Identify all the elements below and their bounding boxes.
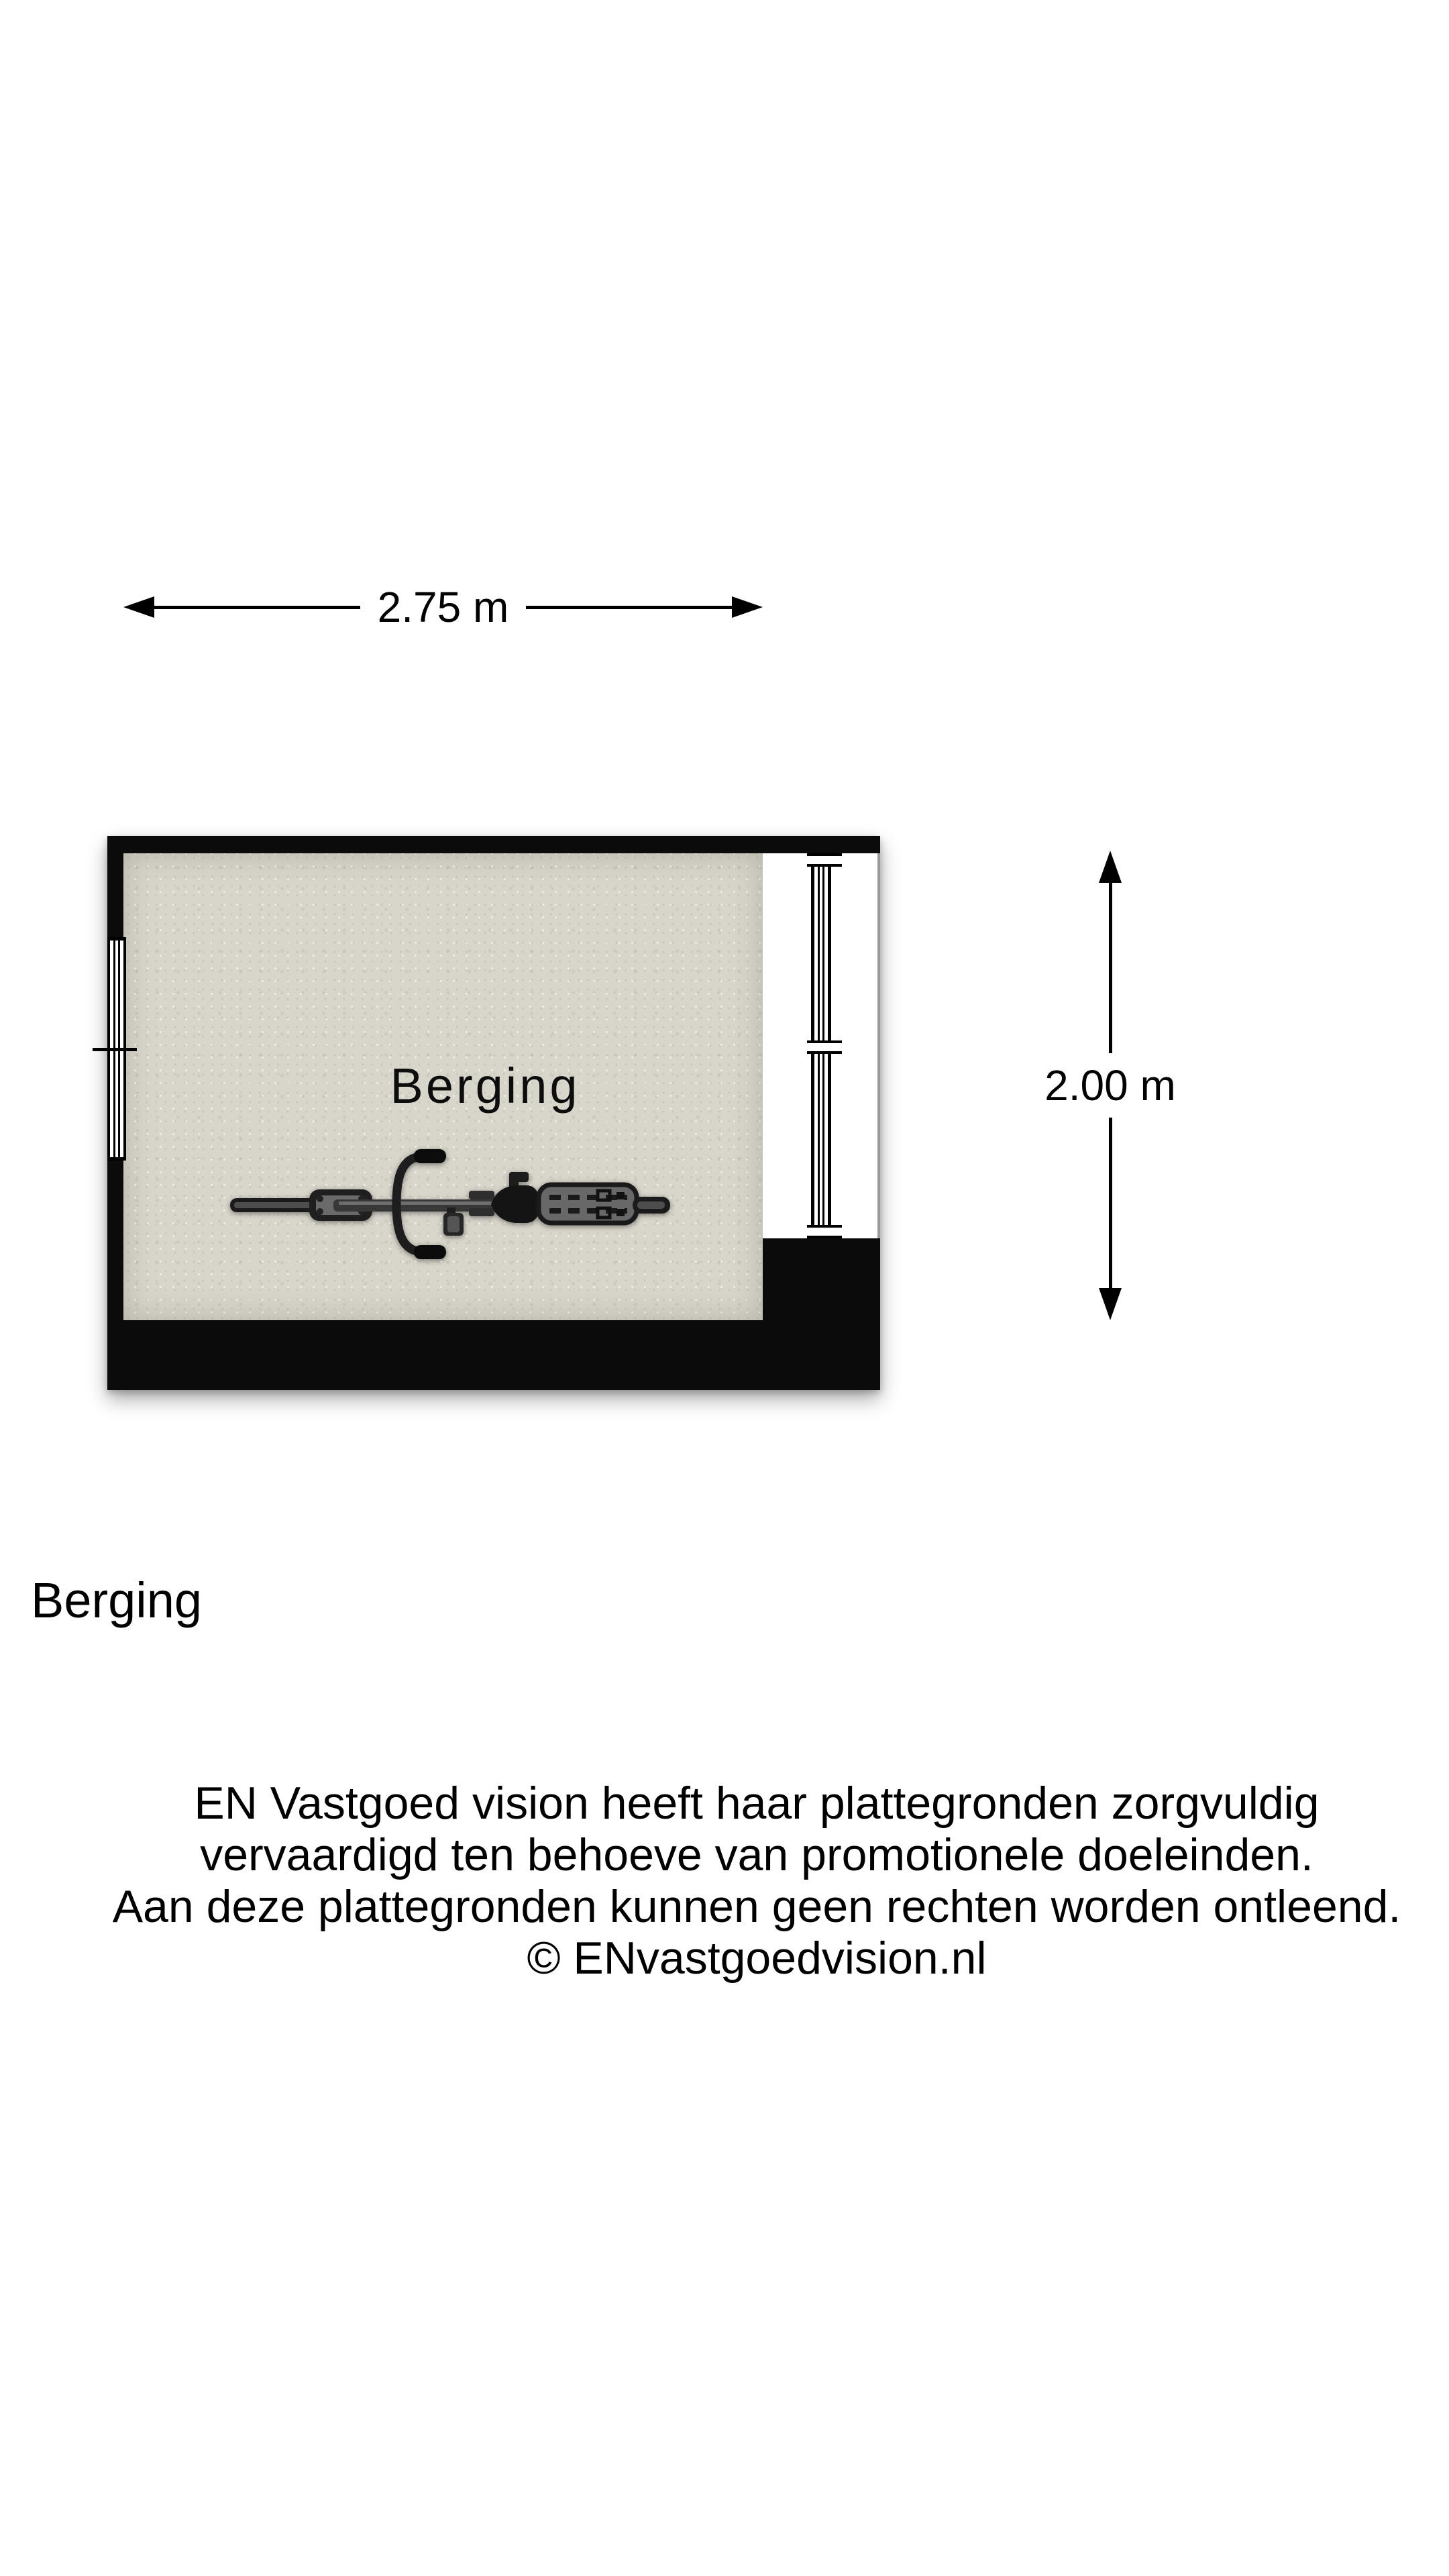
window-frame-cap — [807, 1040, 842, 1054]
disclaimer-line: EN Vastgoed vision heeft haar plattegronden zorgvuldig — [194, 1778, 1320, 1829]
window-frame-cap — [807, 1225, 842, 1238]
arrow-down-icon — [1099, 1288, 1122, 1320]
arrow-right-icon — [732, 596, 763, 618]
dimension-width-label: 2.75 m — [377, 583, 509, 631]
disclaimer-line: © ENvastgoedvision.nl — [527, 1933, 987, 1984]
bicycle-top-view-icon — [225, 1140, 674, 1268]
dimension-line — [1109, 1118, 1112, 1288]
dimension-height — [1036, 851, 1184, 1320]
page-title: Berging — [31, 1572, 203, 1628]
dimension-line — [1109, 883, 1112, 1053]
arrow-left-icon — [123, 596, 154, 618]
left-window-divider — [93, 1048, 137, 1051]
dimension-line — [526, 606, 732, 609]
disclaimer-line: vervaardigd ten behoeve van promotionele doeleinden. — [200, 1829, 1313, 1880]
room-label: Berging — [390, 1058, 580, 1114]
window-frame-cap — [807, 853, 842, 867]
disclaimer — [64, 1778, 1449, 1984]
disclaimer-line: Aan deze plattegronden kunnen geen rechten worden ontleend. — [112, 1881, 1401, 1932]
floorplan-drawing — [107, 836, 880, 1390]
right-window-icon — [811, 853, 831, 1238]
dimension-height-label: 2.00 m — [1044, 1061, 1176, 1110]
arrow-up-icon — [1099, 851, 1122, 883]
dimension-line — [154, 606, 360, 609]
dimension-width — [123, 583, 763, 631]
